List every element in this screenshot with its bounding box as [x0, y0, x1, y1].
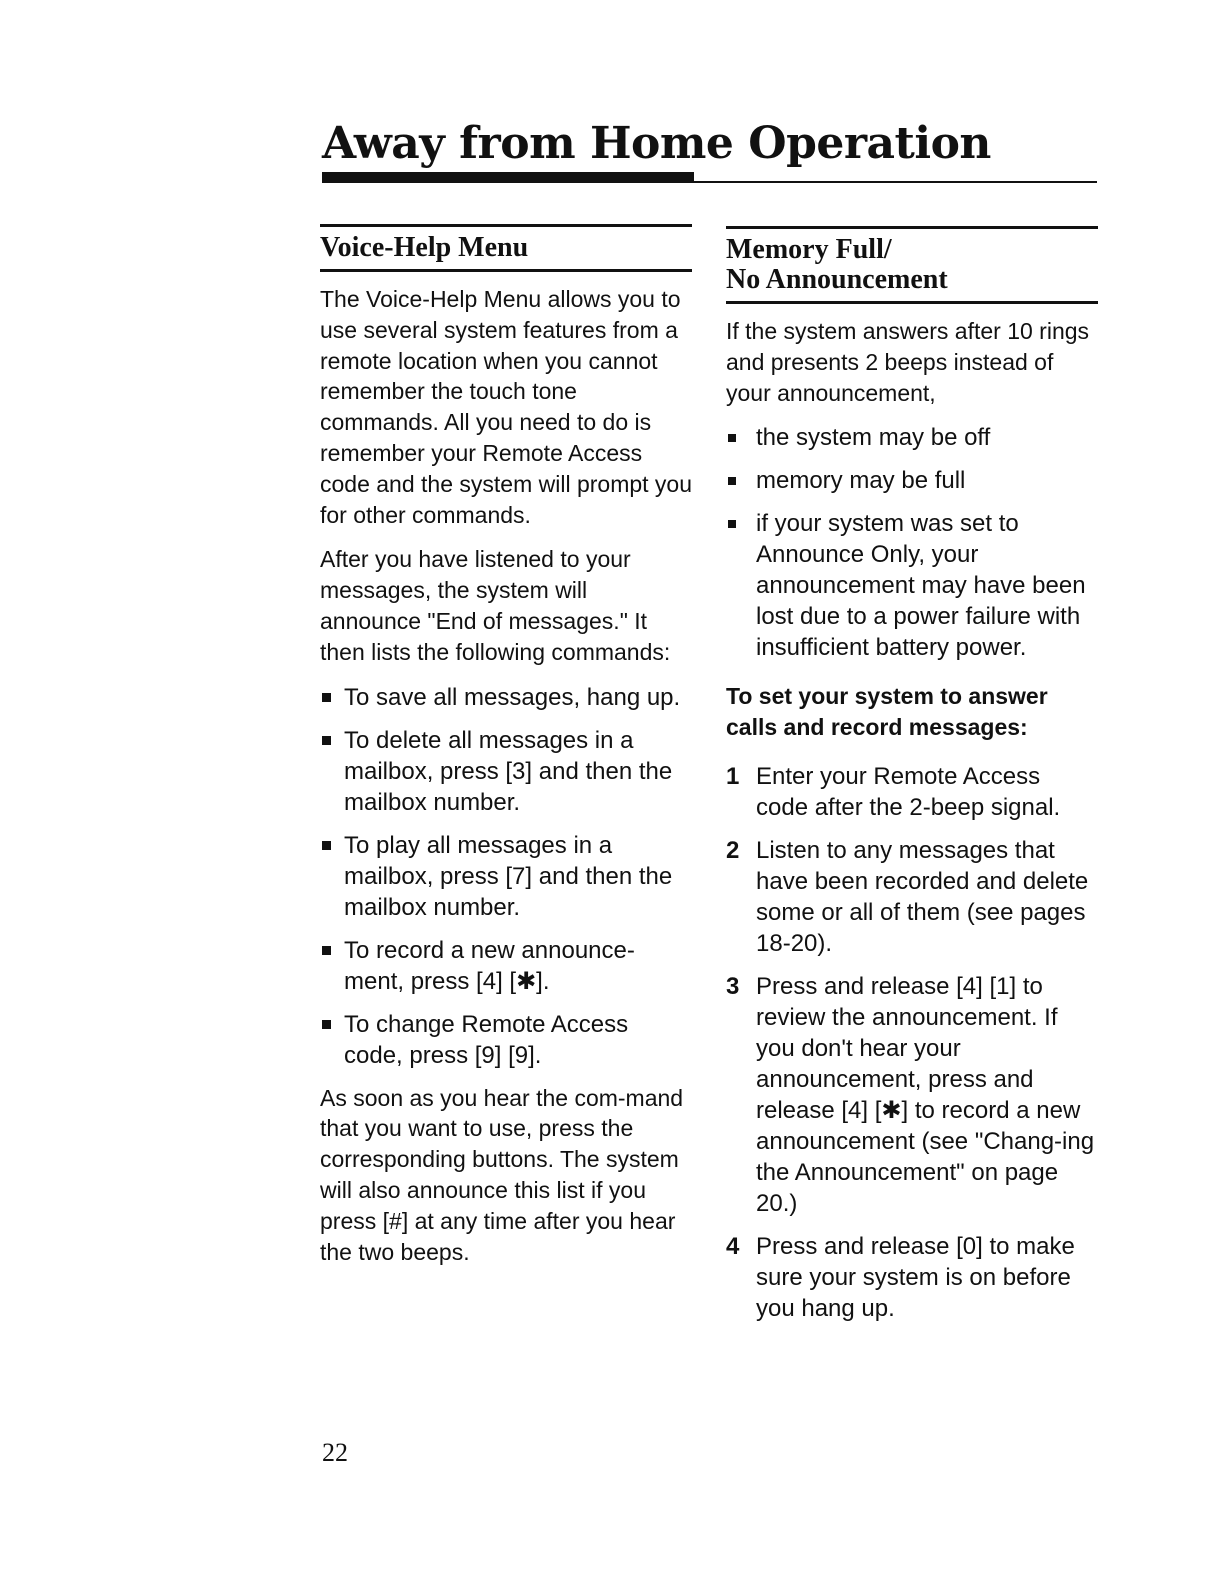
right-heading-bottom-rule: [726, 301, 1098, 304]
no-announcement-heading: No Announcement: [726, 264, 948, 295]
left-heading-top-rule: [320, 224, 692, 227]
left-column: [320, 224, 692, 1281]
closing-paragraph: As soon as you hear the com-mand that you want to use, press the corresponding buttons. The system will also announce this list if you press [#] at any time after you hear the two beeps.: [320, 1084, 684, 1265]
step-number: 3: [726, 973, 740, 1001]
step-number: 1: [726, 763, 740, 791]
list-item: To save all messages, hang up.: [320, 682, 692, 713]
bullet-square-icon: [322, 841, 331, 850]
bullet-square-icon: [322, 693, 331, 702]
page-title: Away from Home Operation: [322, 118, 991, 169]
list-item: To record a new announce-ment, press [4] [✱].: [320, 935, 692, 997]
bullet-square-icon: [322, 1020, 331, 1029]
memory-full-intro: If the system answers after 10 rings and presents 2 beeps instead of your announcement,: [726, 318, 1090, 406]
memory-full-heading: Memory Full/: [726, 234, 892, 265]
right-heading-top-rule: [726, 226, 1098, 229]
list-item: To change Remote Access code, press [9] [9].: [320, 1009, 692, 1071]
voice-help-intro: The Voice-Help Menu allows you to use several system features from a remote location when you cannot remember the touch tone commands. All you need to do is remember your Remote Access code and the system will prompt you for other commands.: [320, 286, 693, 528]
title-thick-rule: [322, 172, 694, 181]
title-thin-rule: [322, 181, 1097, 183]
list-item: memory may be full: [726, 465, 1098, 496]
step-number: 4: [726, 1233, 740, 1261]
bullet-square-icon: [728, 477, 736, 485]
list-item: the system may be off: [726, 422, 1098, 453]
step-number: 2: [726, 837, 740, 865]
memory-full-causes-list: [726, 422, 1098, 663]
list-item: To play all messages in a mailbox, press [7] and then the mailbox number.: [320, 830, 692, 923]
after-listening-paragraph: After you have listened to your messages, the system will announce "End of messages." It then lists the following commands:: [320, 546, 671, 665]
list-item: 1 Enter your Remote Access code after the 2-beep signal.: [726, 763, 1061, 822]
setup-steps-list: [726, 761, 1098, 1324]
set-system-subheading: To set your system to answer calls and record messages:: [726, 683, 1048, 741]
left-heading-bottom-rule: [320, 269, 692, 272]
list-item: 3 Press and release [4] [1] to review the announcement. If you don't hear your announcement, press and release [4] [✱] to record a new announcement (see "Chang-ing the Announcement" on page 20.): [726, 973, 1095, 1218]
list-item: 4 Press and release [0] to make sure your system is on before you hang up.: [726, 1233, 1075, 1323]
list-item: To delete all messages in a mailbox, press [3] and then the mailbox number.: [320, 725, 692, 818]
list-item: if your system was set to Announce Only, your announcement may have been lost due to a power failure with insufficient battery power.: [726, 508, 1098, 663]
bullet-square-icon: [322, 946, 331, 955]
voice-help-commands-list: [320, 682, 692, 1071]
list-item: 2 Listen to any messages that have been recorded and delete some or all of them (see pages 18-20).: [726, 837, 1089, 958]
page-number: 22: [322, 1438, 348, 1467]
voice-help-menu-heading: Voice-Help Menu: [320, 232, 529, 263]
bullet-square-icon: [728, 434, 736, 442]
right-column: [726, 226, 1098, 1336]
bullet-square-icon: [728, 520, 736, 528]
bullet-square-icon: [322, 736, 331, 745]
